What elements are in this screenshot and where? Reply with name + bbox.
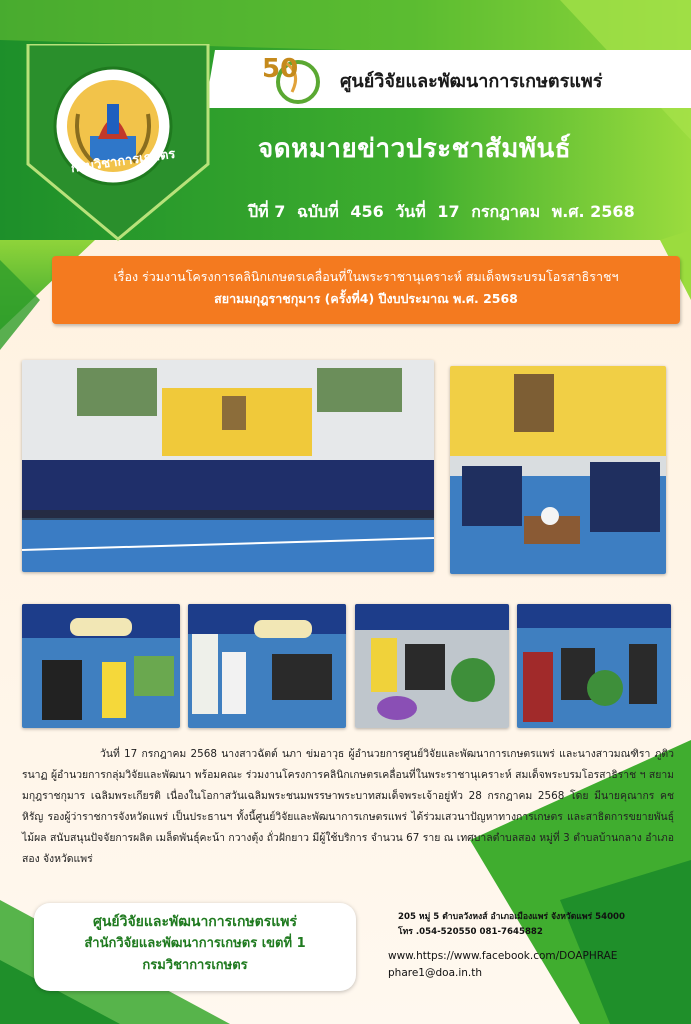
issue-month: กรกฎาคม — [471, 202, 541, 221]
issue-year: ปีที่ 7 — [248, 202, 286, 221]
photo-saplings — [517, 604, 671, 728]
footer-org-line-2: สำนักวิจัยและพัฒนาการเกษตร เขตที่ 1 — [84, 936, 306, 951]
news-body — [22, 744, 674, 870]
issue-day: 17 — [437, 202, 460, 221]
footer-org-line-3: กรมวิชาการเกษตร — [142, 958, 248, 973]
center-name: ศูนย์วิจัยและพัฒนาการเกษตรแพร่ — [340, 71, 603, 92]
issue-era: พ.ศ. 2568 — [551, 202, 635, 221]
footer-phone: โทร .054-520550 081-7645882 — [398, 927, 543, 937]
footer-address: 205 หมู่ 5 ตำบลวังหงส์ อำเภอเมืองแพร่ จังหวัดแพร่ 54000 — [398, 912, 626, 922]
news-paragraph: วันที่ 17 กรกฎาคม 2568 นางสาวฉัตต์ นภา ข่มอาวุธ ผู้อำนวยการศูนย์วิจัยและพัฒนาการเกษตรแพร่ และนางสาวมณฑิรา ภูติวรนาฏ ผู้อำนวยการกลุ่มวิจัยและพัฒนา พร้อมคณะ ร่วมงานโครงการคลินิกเกษตรเคลื่อนที่ในพระราชานุเคราะห์ สมเด็จพระบรมโอรสาธิราช ฯ สยามมกุฎราชกุมาร เฉลิมพระเกียรติ เนื่องในโอกาสวันเฉลิมพระชนมพรรษาพระบาทสมเด็จพระเจ้าอยู่หัว 28 กรกฎาคม 2568 โดย มีนายคุณากร คชหิรัญ รองผู้ว่าราชการจังหวัดแพร่ เป็นประธานฯ ทั้งนี้ศูนย์วิจัยและพัฒนาการเกษตรแพร่ ได้ร่วมเสวนาปัญหาทางการเกษตร และสาธิตการขยายพันธุ์ไม้ผล สนับสนุนปัจจัยการผลิต เมล็ดพันธุ์คะน้า กวางตุ้ง ถั่วฝักยาว มีผู้ใช้บริการ จำนวน 67 ราย ณ เทศบาลตำบลสอง หมู่ที่ 3 ตำบลบ้านกลาง อำเภอสอง จังหวัดแพร่ — [22, 748, 674, 865]
photo-group — [22, 360, 434, 572]
footer-org-line-1: ศูนย์วิจัยและพัฒนาการเกษตรแพร่ — [92, 914, 298, 930]
footer-email-link[interactable]: phare1@doa.in.th — [388, 967, 483, 979]
subject-banner — [52, 256, 680, 324]
photo-seminar — [450, 366, 666, 574]
photo-plants — [355, 604, 509, 728]
subject-line-1: เรื่อง ร่วมงานโครงการคลินิกเกษตรเคลื่อนที่ในพระราชานุเคราะห์ สมเด็จพระบรมโอรสาธิราชฯ — [113, 269, 619, 284]
issue-number: 456 — [350, 202, 384, 221]
logo-text: กรมวิชาการเกษตร — [69, 146, 177, 177]
footer-contact — [398, 910, 625, 940]
photo-booth-2 — [188, 604, 346, 728]
issue-day-label: วันที่ — [395, 202, 426, 221]
footer-web — [388, 948, 617, 982]
footer-website-link[interactable]: www.https://www.facebook.com/DOAPHRAE — [388, 950, 618, 962]
newsletter-title: จดหมายข่าวประชาสัมพันธ์ — [258, 134, 572, 164]
subject-line-2: สยามมกุฎราชกุมาร (ครั้งที่4) ปีงบประมาณ พ.ศ. 2568 — [214, 291, 518, 306]
issue-line — [248, 200, 641, 225]
anniversary-number: 50 — [262, 54, 299, 84]
issue-label: ฉบับที่ — [296, 202, 339, 221]
anniversary-emblem — [262, 52, 324, 112]
photo-booth-1 — [22, 604, 180, 728]
footer-organization — [34, 903, 356, 991]
